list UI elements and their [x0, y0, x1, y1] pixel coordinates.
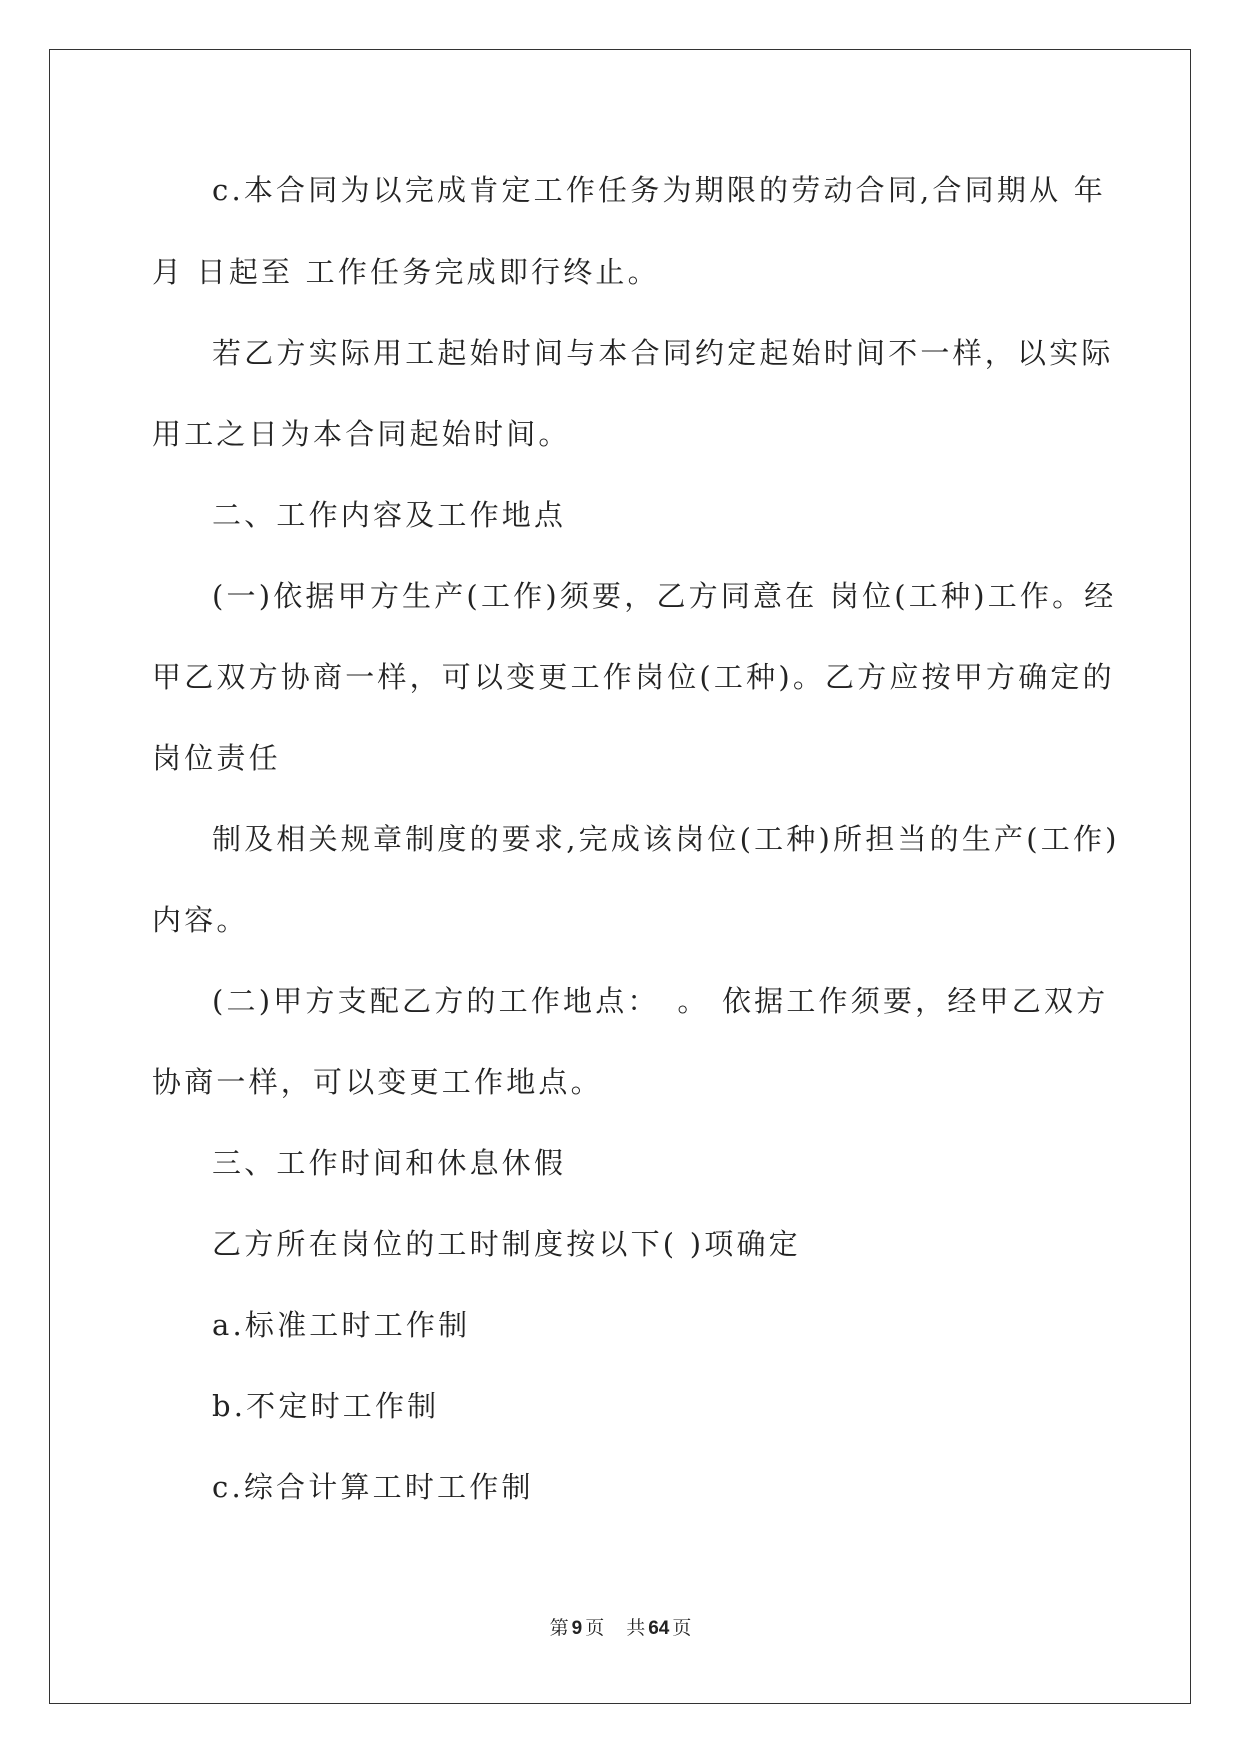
- page-number: 9: [571, 1618, 583, 1639]
- page-footer: [0, 1614, 1241, 1643]
- text-line: 内容。: [152, 903, 249, 937]
- list-item: c.综合计算工时工作制: [212, 1470, 534, 1504]
- text-line: 协商一样，可以变更工作地点。: [152, 1065, 603, 1099]
- text-line: c.本合同为以完成肯定工作任务为期限的劳动合同,合同期从 年: [212, 173, 1106, 207]
- section-heading: 三、工作时间和休息休假: [212, 1146, 567, 1180]
- total-prefix: 共: [626, 1617, 646, 1639]
- page-suffix: 页: [585, 1617, 605, 1639]
- text-line: 用工之日为本合同起始时间。: [152, 417, 571, 451]
- list-item: a.标准工时工作制: [212, 1308, 471, 1342]
- text-line: 月 日起至 工作任务完成即行终止。: [152, 255, 660, 289]
- page-prefix: 第: [549, 1617, 569, 1639]
- text-line: 甲乙双方协商一样，可以变更工作岗位(工种)。乙方应按甲方确定的: [152, 660, 1115, 694]
- text-line: 岗位责任: [152, 741, 281, 775]
- text-line: 若乙方实际用工起始时间与本合同约定起始时间不一样，以实际: [212, 336, 1114, 370]
- list-item: b.不定时工作制: [212, 1389, 440, 1423]
- total-pages: 64: [648, 1618, 670, 1639]
- page-border: [49, 49, 1191, 1704]
- text-line: (二)甲方支配乙方的工作地点： 。 依据工作须要，经甲乙双方: [212, 984, 1109, 1018]
- total-suffix: 页: [672, 1617, 692, 1639]
- text-line: 制及相关规章制度的要求,完成该岗位(工种)所担当的生产(工作): [212, 822, 1120, 856]
- text-line: (一)依据甲方生产(工作)须要，乙方同意在 岗位(工种)工作。经: [212, 579, 1117, 613]
- text-line: 乙方所在岗位的工时制度按以下( )项确定: [212, 1227, 801, 1261]
- section-heading: 二、工作内容及工作地点: [212, 498, 567, 532]
